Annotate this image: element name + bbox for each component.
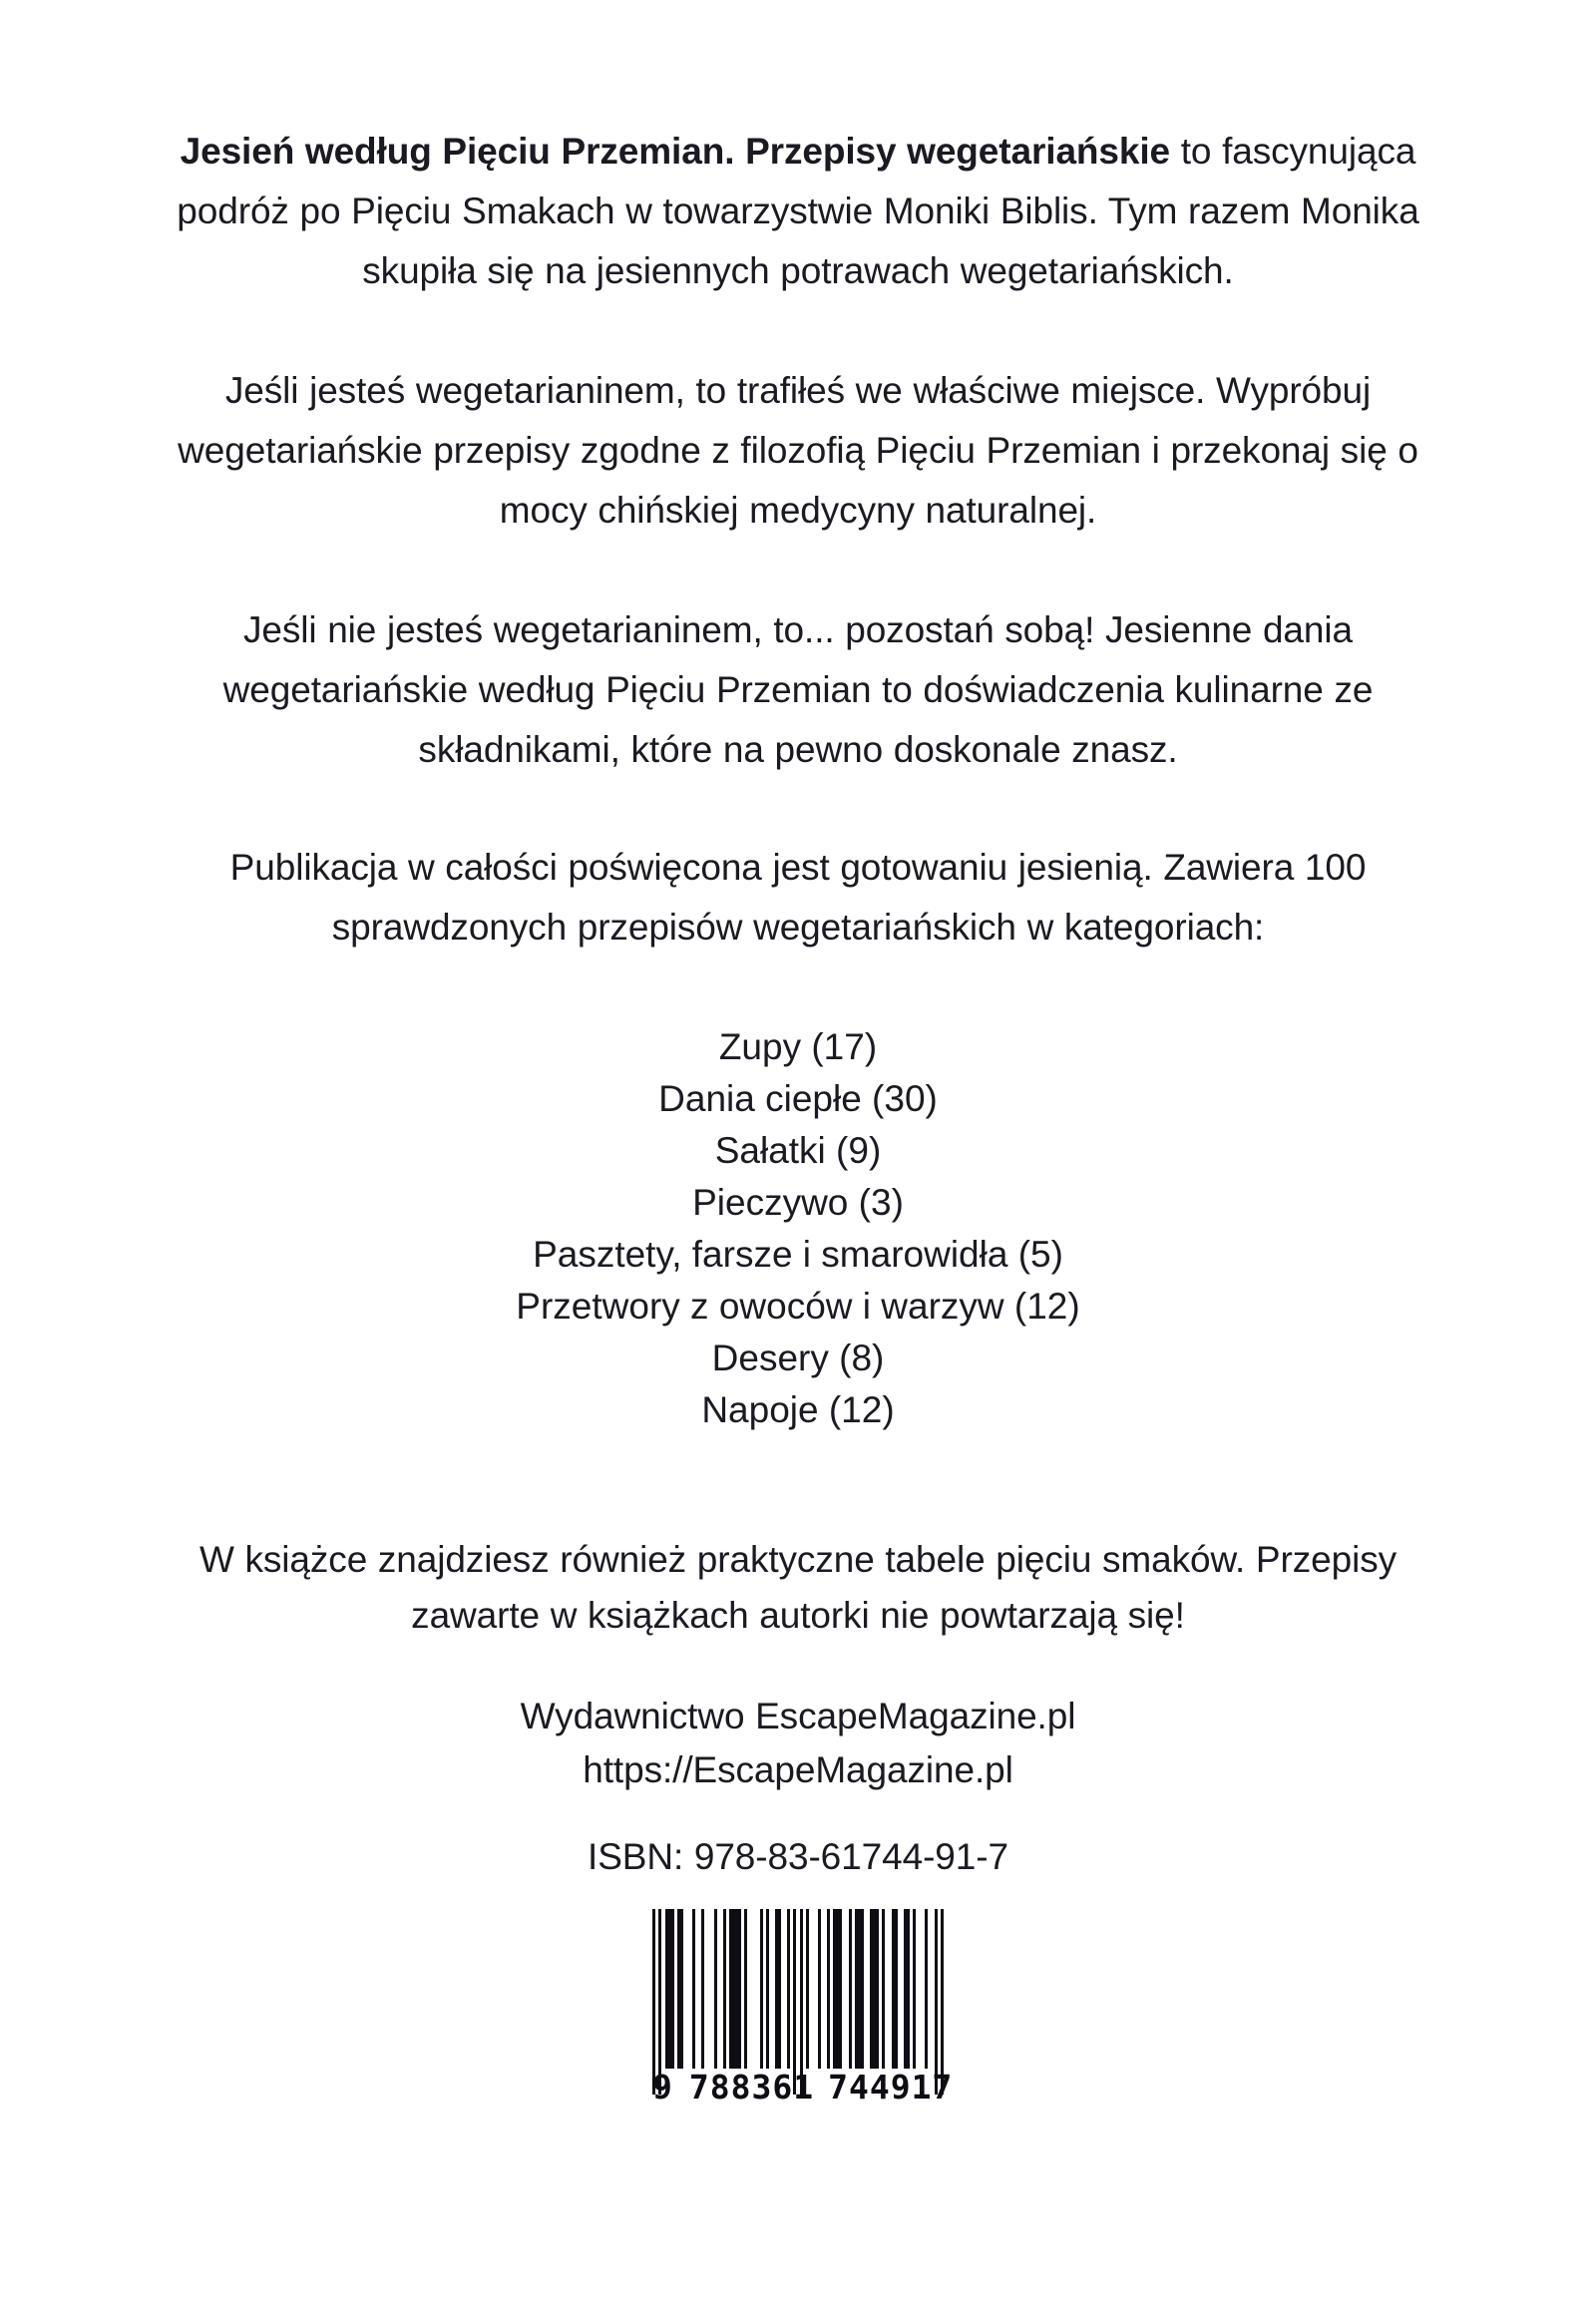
barcode-bar bbox=[892, 1909, 898, 2069]
list-item: Pasztety, farsze i smarowidła (5) bbox=[533, 1234, 1063, 1275]
paragraph-non-vegetarian: Jeśli nie jesteś wegetarianinem, to... pozostań sobą! Jesienne dania wegetariańskie według Pięciu Przemian to doświadczenia kulinarne ze składnikami, które na pewno doskonale znasz. bbox=[222, 609, 1374, 770]
recipe-category-list bbox=[150, 1021, 1446, 1436]
intro-rest: to fascynująca podróż po Pięciu Smakach w towarzystwie Moniki Biblis. Tym razem Monika skupiła się na jesiennych potrawach wegetariańskich. bbox=[177, 131, 1419, 291]
barcode-bar bbox=[925, 1909, 928, 2069]
barcode-bar bbox=[827, 1909, 830, 2069]
barcode-lead-digit: 9 bbox=[652, 2068, 673, 2106]
closing-section bbox=[150, 1532, 1446, 1644]
list-item: Desery (8) bbox=[711, 1338, 885, 1378]
publisher-section bbox=[150, 1690, 1446, 1797]
publisher-name: Wydawnictwo EscapeMagazine.pl bbox=[520, 1696, 1076, 1736]
paragraph-publication-info: Publikacja w całości poświęcona jest gotowaniu jesienią. Zawiera 100 sprawdzonych przepisów wegetariańskich w kategoriach: bbox=[229, 847, 1367, 948]
list-item: Przetwory z owoców i warzyw (12) bbox=[516, 1286, 1080, 1327]
barcode-section bbox=[150, 1909, 1446, 2106]
barcode-bar bbox=[692, 1909, 695, 2069]
list-item: Pieczywo (3) bbox=[692, 1182, 904, 1223]
barcode-bar bbox=[744, 1909, 747, 2069]
list-item: Sałatki (9) bbox=[714, 1130, 882, 1171]
barcode-bar bbox=[775, 1909, 781, 2069]
list-item: Napoje (12) bbox=[701, 1389, 895, 1430]
paragraph-vegetarian: Jeśli jesteś wegetarianinem, to trafiłeś we właściwe miejsce. Wypróbuj wegetariańskie przepisy zgodne z filozofią Pięciu Przemian i przekonaj się o mocy chińskiej medycyny naturalnej. bbox=[178, 370, 1418, 531]
intro-bold-lead: Jesień według Pięciu Przemian. Przepisy wegetariańskie bbox=[180, 131, 1171, 172]
barcode-bar bbox=[849, 1909, 852, 2069]
barcode-bar bbox=[665, 1909, 674, 2069]
publisher-url[interactable]: https://EscapeMagazine.pl bbox=[583, 1749, 1013, 1790]
barcode-bar bbox=[760, 1909, 763, 2069]
closing-paragraph: W książce znajdziesz również praktyczne tabele pięciu smaków. Przepisy zawarte w książkach autorki nie powtarzają się! bbox=[200, 1539, 1396, 1636]
barcode-bar bbox=[882, 1909, 885, 2069]
barcode-bar bbox=[818, 1909, 821, 2069]
barcode-bar bbox=[766, 1909, 769, 2069]
barcode-bar bbox=[723, 1909, 726, 2069]
barcode-digits bbox=[652, 2068, 954, 2106]
isbn-section bbox=[150, 1831, 1446, 1883]
barcode-bar bbox=[714, 1909, 717, 2069]
intro-paragraph bbox=[150, 122, 1446, 301]
barcode-bar bbox=[677, 1909, 683, 2069]
isbn-number: ISBN: 978-83-61744-91-7 bbox=[588, 1836, 1008, 1877]
barcode-bar bbox=[870, 1909, 879, 2069]
barcode-right-group: 744917 bbox=[828, 2068, 954, 2106]
barcode-bar bbox=[855, 1909, 864, 2069]
cover-content bbox=[150, 122, 1446, 2106]
barcode-bar bbox=[806, 1909, 809, 2069]
barcode-bar bbox=[701, 1909, 704, 2069]
barcode-bar bbox=[787, 1909, 790, 2069]
barcode-left-group: 788361 bbox=[688, 2068, 815, 2106]
list-item: Dania ciepłe (30) bbox=[658, 1078, 938, 1119]
barcode-bar bbox=[833, 1909, 842, 2069]
list-item: Zupy (17) bbox=[718, 1026, 878, 1067]
ean13-barcode bbox=[652, 1909, 954, 2106]
barcode-bar bbox=[913, 1909, 916, 2069]
barcode-bar bbox=[904, 1909, 910, 2069]
barcode-bar bbox=[729, 1909, 741, 2069]
